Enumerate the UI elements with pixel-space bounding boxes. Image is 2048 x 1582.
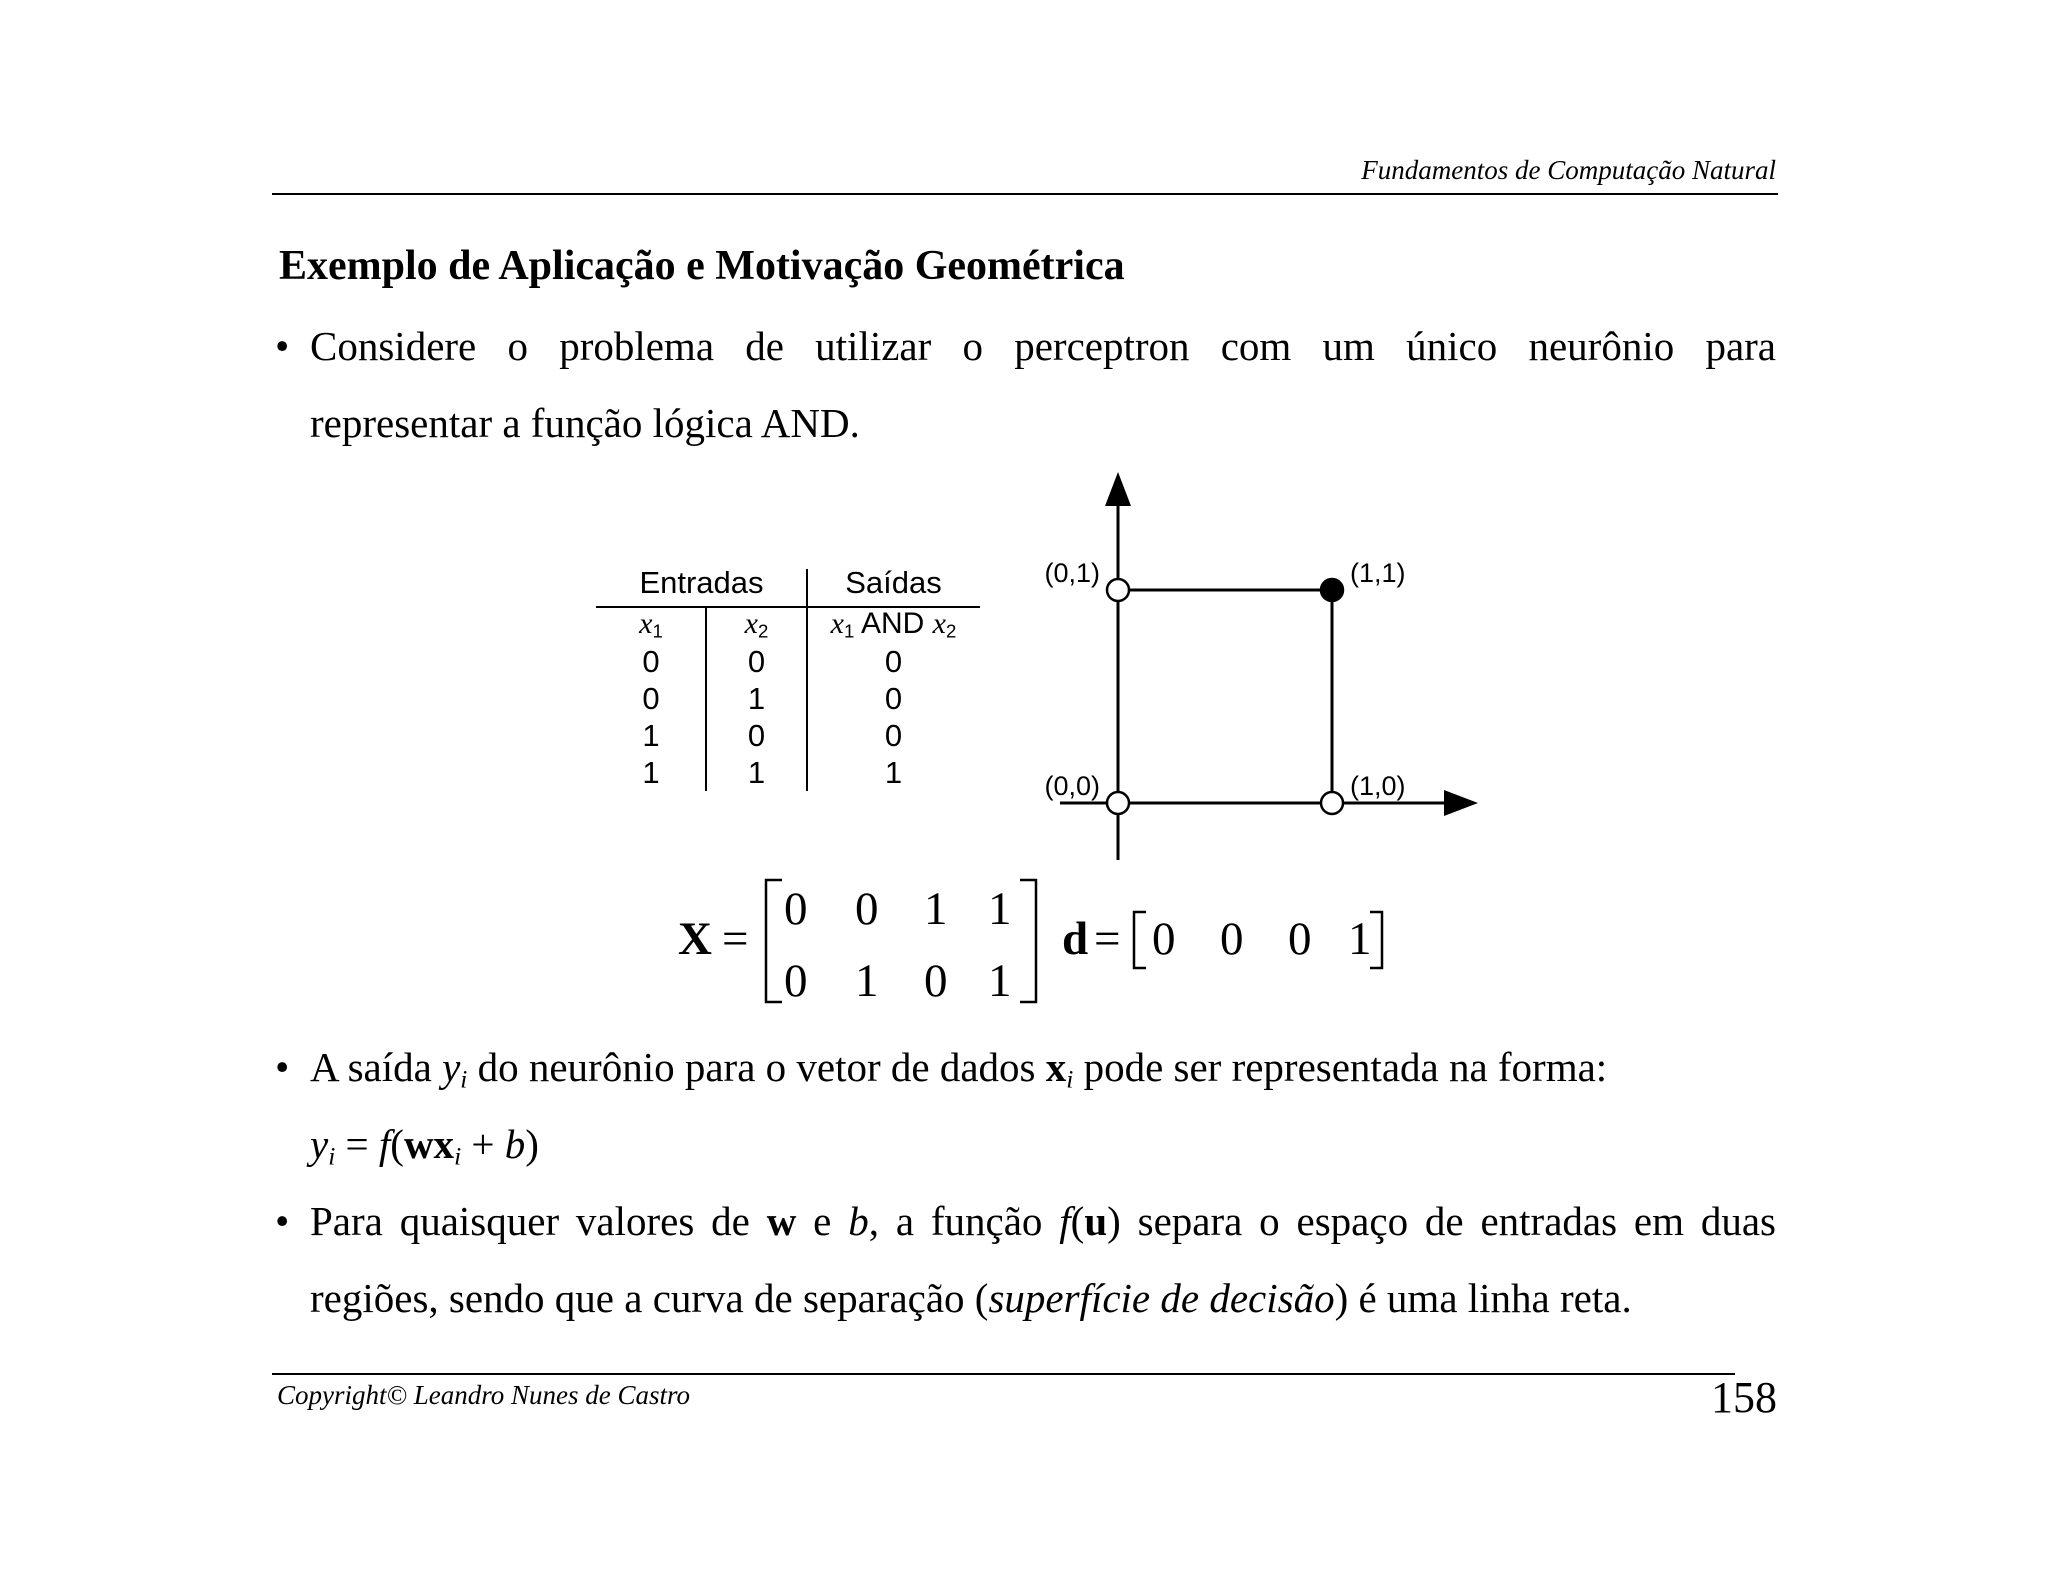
bullet-dot: • bbox=[275, 1198, 290, 1244]
table-cell: 1 bbox=[747, 755, 766, 790]
bullet-dot: • bbox=[275, 323, 290, 369]
vector-d-cell: 0 bbox=[1220, 913, 1244, 965]
plot-point bbox=[1321, 579, 1343, 601]
table-col-output: $x_1$ AND $x_2$ bbox=[830, 607, 957, 642]
vector-d-cell: 0 bbox=[1152, 913, 1176, 965]
table-header-inputs: Entradas bbox=[639, 565, 764, 600]
bullet3-line2: regiões, sendo que a curva de separação (superfície de decisão) é uma linha reta. bbox=[310, 1275, 1632, 1321]
matrix-equations bbox=[670, 868, 1390, 1018]
plot-point-label: (0,0) bbox=[1044, 771, 1100, 801]
bullet1-line2: representar a função lógica AND. bbox=[310, 400, 860, 446]
matrix-x-symbol: X bbox=[678, 913, 712, 965]
table-cell: 1 bbox=[884, 755, 903, 790]
plot-point bbox=[1321, 792, 1343, 814]
matrix-x-right-bracket bbox=[1014, 876, 1044, 1006]
table-cell: 1 bbox=[747, 681, 766, 716]
bullet1-line1: Considere o problema de utilizar o perceptron com um único neurônio para bbox=[310, 323, 1776, 369]
header-rule bbox=[272, 193, 1778, 195]
output-formula: $y_i = f(wx_i + b)$ bbox=[310, 1121, 539, 1171]
plot-point-label: (1,1) bbox=[1350, 558, 1406, 588]
vector-d-equals: = bbox=[1094, 913, 1121, 965]
matrix-x-cell: 1 bbox=[988, 883, 1012, 935]
table-col-x2: $x_2$ bbox=[744, 607, 769, 642]
table-cell: 0 bbox=[642, 644, 660, 679]
vector-d-left-bracket bbox=[1128, 908, 1150, 972]
vector-d-symbol: d bbox=[1062, 913, 1089, 965]
footer-rule bbox=[272, 1373, 1735, 1375]
and-input-space-plot bbox=[1020, 470, 1480, 870]
y-axis-arrowhead bbox=[1105, 472, 1131, 506]
table-cell: 0 bbox=[884, 681, 903, 716]
table-cell: 0 bbox=[642, 681, 660, 716]
table-col-x1: $x_1$ bbox=[639, 607, 663, 642]
matrix-x-cell: 1 bbox=[988, 955, 1012, 1007]
table-cell: 1 bbox=[642, 718, 660, 753]
plot-point-label: (1,0) bbox=[1350, 771, 1406, 801]
copyright: Copyright© Leandro Nunes de Castro bbox=[277, 1380, 691, 1410]
plot-point bbox=[1107, 792, 1129, 814]
running-header: Fundamentos de Computação Natural bbox=[1361, 155, 1776, 185]
table-cell: 0 bbox=[747, 644, 766, 679]
x-axis-arrowhead bbox=[1444, 790, 1478, 816]
table-cell: 0 bbox=[884, 644, 903, 679]
table-cell: 0 bbox=[884, 718, 903, 753]
matrix-x-cell: 0 bbox=[924, 955, 948, 1007]
section-title: Exemplo de Aplicação e Motivação Geométrica bbox=[279, 243, 1125, 289]
bullet2-line1: A saída $y_i$ do neurônio para o vetor de dados $x_i$ pode ser representada na forma: bbox=[310, 1044, 1608, 1094]
matrix-x-cell: 0 bbox=[784, 955, 808, 1007]
matrix-x-equals: = bbox=[722, 913, 749, 965]
plot-point bbox=[1107, 579, 1129, 601]
table-cell: 0 bbox=[747, 718, 766, 753]
page-number: 158 bbox=[1711, 1373, 1777, 1422]
plot-point-label: (0,1) bbox=[1044, 558, 1100, 588]
table-header-outputs: Saídas bbox=[845, 565, 942, 600]
matrix-x-cell: 1 bbox=[924, 883, 948, 935]
matrix-x-cell: 1 bbox=[855, 955, 879, 1007]
vector-d-cell: 0 bbox=[1288, 913, 1312, 965]
bullet-dot: • bbox=[275, 1044, 290, 1090]
table-cell: 1 bbox=[642, 755, 660, 790]
bullet3-line1: Para quaisquer valores de w e b, a função f(u) separa o espaço de entradas em duas bbox=[310, 1198, 1776, 1244]
matrix-x-cell: 0 bbox=[784, 883, 808, 935]
vector-d-cell: 1 bbox=[1348, 913, 1372, 965]
plot-points bbox=[1044, 558, 1405, 814]
truth-table bbox=[596, 563, 980, 799]
matrix-x-cell: 0 bbox=[855, 883, 879, 935]
